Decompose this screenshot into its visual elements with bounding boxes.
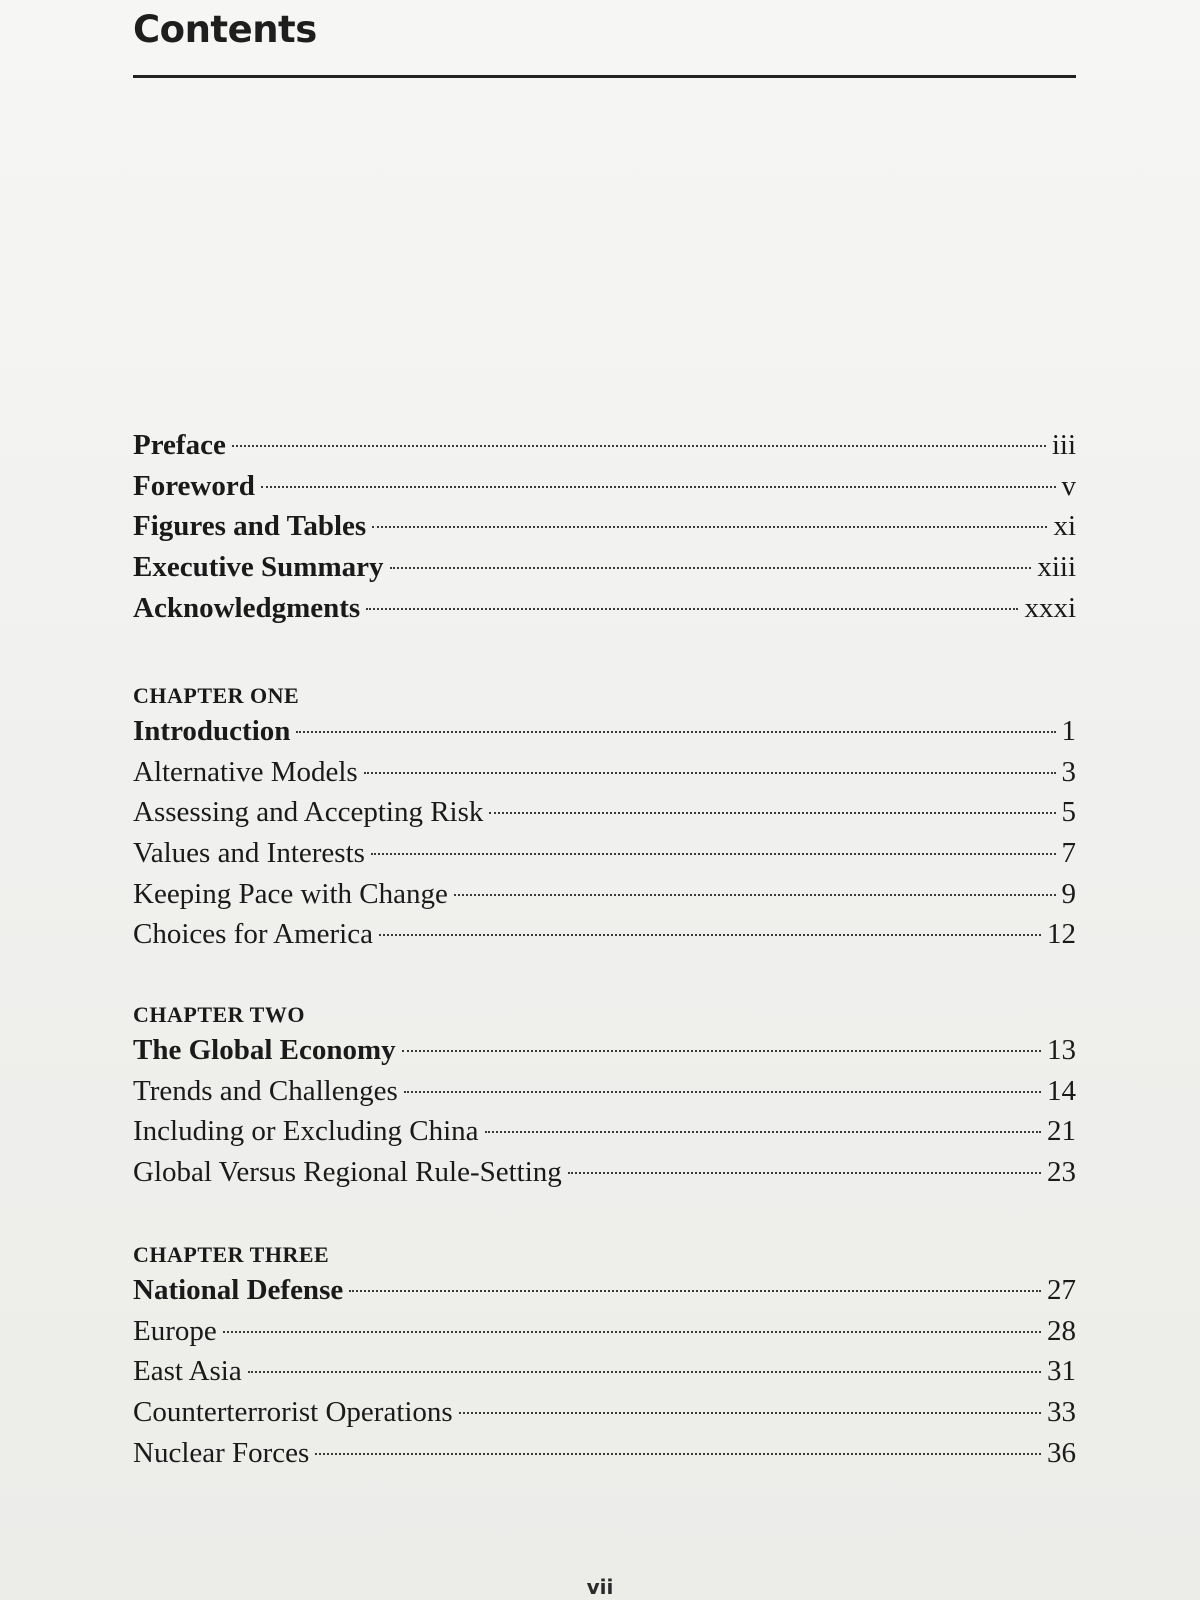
dot-leader [454,894,1056,896]
toc-entry-page: 27 [1047,1274,1076,1306]
chapter-three-block [133,1240,1076,1473]
toc-entry-title: The Global Economy [133,1034,396,1066]
toc-entry-page: xi [1053,510,1076,543]
toc-entry-page: xxxi [1024,591,1076,624]
toc-entry-title: Counterterrorist Operations [133,1396,453,1429]
toc-entry-page: xiii [1037,551,1076,584]
dot-leader [261,486,1056,488]
dot-leader [404,1091,1041,1093]
toc-section-entry [133,1152,1076,1193]
chapter-label: CHAPTER THREE [133,1242,330,1267]
toc-entry-page: 21 [1047,1115,1076,1148]
dot-leader [485,1131,1041,1133]
toc-entry-title: Nuclear Forces [133,1436,310,1469]
toc-section-entry [133,752,1076,793]
toc-entry-title: Europe [133,1314,217,1347]
toc-entry-title: National Defense [133,1274,344,1306]
toc-entry-page: 1 [1061,715,1076,747]
toc-entry-title: Executive Summary [133,551,384,584]
toc-entry-page: 28 [1047,1314,1076,1347]
toc-entry-page: 36 [1047,1436,1076,1469]
toc-entry-page: 23 [1047,1156,1076,1189]
heading-rule [133,75,1076,78]
toc-entry-acknowledgments [133,588,1076,629]
toc-entry-foreword [133,466,1076,507]
chapter-one-block [133,681,1076,955]
toc-entry-page: 12 [1047,918,1076,951]
toc-chapter-entry [133,1030,1076,1071]
dot-leader [223,1331,1041,1333]
toc-entry-page: 5 [1061,796,1076,829]
toc-entry-title: Keeping Pace with Change [133,877,448,910]
dot-leader [568,1172,1041,1174]
toc-chapter-entry [133,1270,1076,1311]
dot-leader [248,1371,1041,1373]
dot-leader [349,1290,1041,1292]
toc-entry-title: Foreword [133,469,255,502]
toc-entry-title: Figures and Tables [133,510,367,543]
toc-entry-title: Introduction [133,715,291,747]
toc-section-entry [133,833,1076,874]
dot-leader [364,772,1056,774]
dot-leader [390,567,1032,569]
dot-leader [379,934,1041,936]
toc-entry-title: East Asia [133,1355,242,1388]
toc-entry-title: Assessing and Accepting Risk [133,796,484,829]
toc-section-entry [133,1392,1076,1433]
toc-entry-executive-summary [133,547,1076,588]
toc-entry-title: Including or Excluding China [133,1115,479,1148]
toc-section-entry [133,914,1076,955]
toc-section-entry [133,1071,1076,1112]
dot-leader [489,812,1055,814]
toc-entry-preface [133,425,1076,466]
dot-leader [459,1412,1041,1414]
dot-leader [366,608,1018,610]
toc-entry-title: Values and Interests [133,837,365,870]
toc-entry-page: 14 [1047,1074,1076,1107]
chapter-label: CHAPTER TWO [133,1002,305,1027]
toc-section-entry [133,1311,1076,1352]
toc-section-entry [133,874,1076,915]
chapter-label: CHAPTER ONE [133,683,300,708]
toc-entry-page: 3 [1061,755,1076,788]
toc-chapter-entry [133,711,1076,752]
toc-entry-title: Choices for America [133,918,373,951]
toc-entry-title: Alternative Models [133,755,358,788]
front-matter-list [133,425,1076,628]
toc-entry-page: iii [1051,429,1076,461]
page-number-folio: vii [586,1575,614,1599]
toc-entry-page: 13 [1047,1034,1076,1066]
toc-section-entry [133,1351,1076,1392]
toc-entry-title: Preface [133,429,226,461]
dot-leader [371,853,1056,855]
toc-entry-title: Global Versus Regional Rule-Setting [133,1156,562,1189]
toc-entry-page: 9 [1061,877,1076,910]
toc-section-entry [133,1111,1076,1152]
toc-entry-figures-and-tables [133,506,1076,547]
toc-entry-page: v [1061,469,1076,502]
dot-leader [372,526,1047,528]
toc-entry-title: Trends and Challenges [133,1074,398,1107]
toc-entry-page: 33 [1047,1396,1076,1429]
contents-heading: Contents [133,8,317,51]
dot-leader [315,1453,1041,1455]
toc-section-entry [133,1433,1076,1474]
toc-entry-page: 7 [1061,837,1076,870]
dot-leader [402,1050,1041,1052]
dot-leader [232,445,1046,447]
toc-entry-page: 31 [1047,1355,1076,1388]
toc-section-entry [133,792,1076,833]
chapter-two-block [133,1000,1076,1193]
dot-leader [296,731,1055,733]
toc-entry-title: Acknowledgments [133,591,361,624]
